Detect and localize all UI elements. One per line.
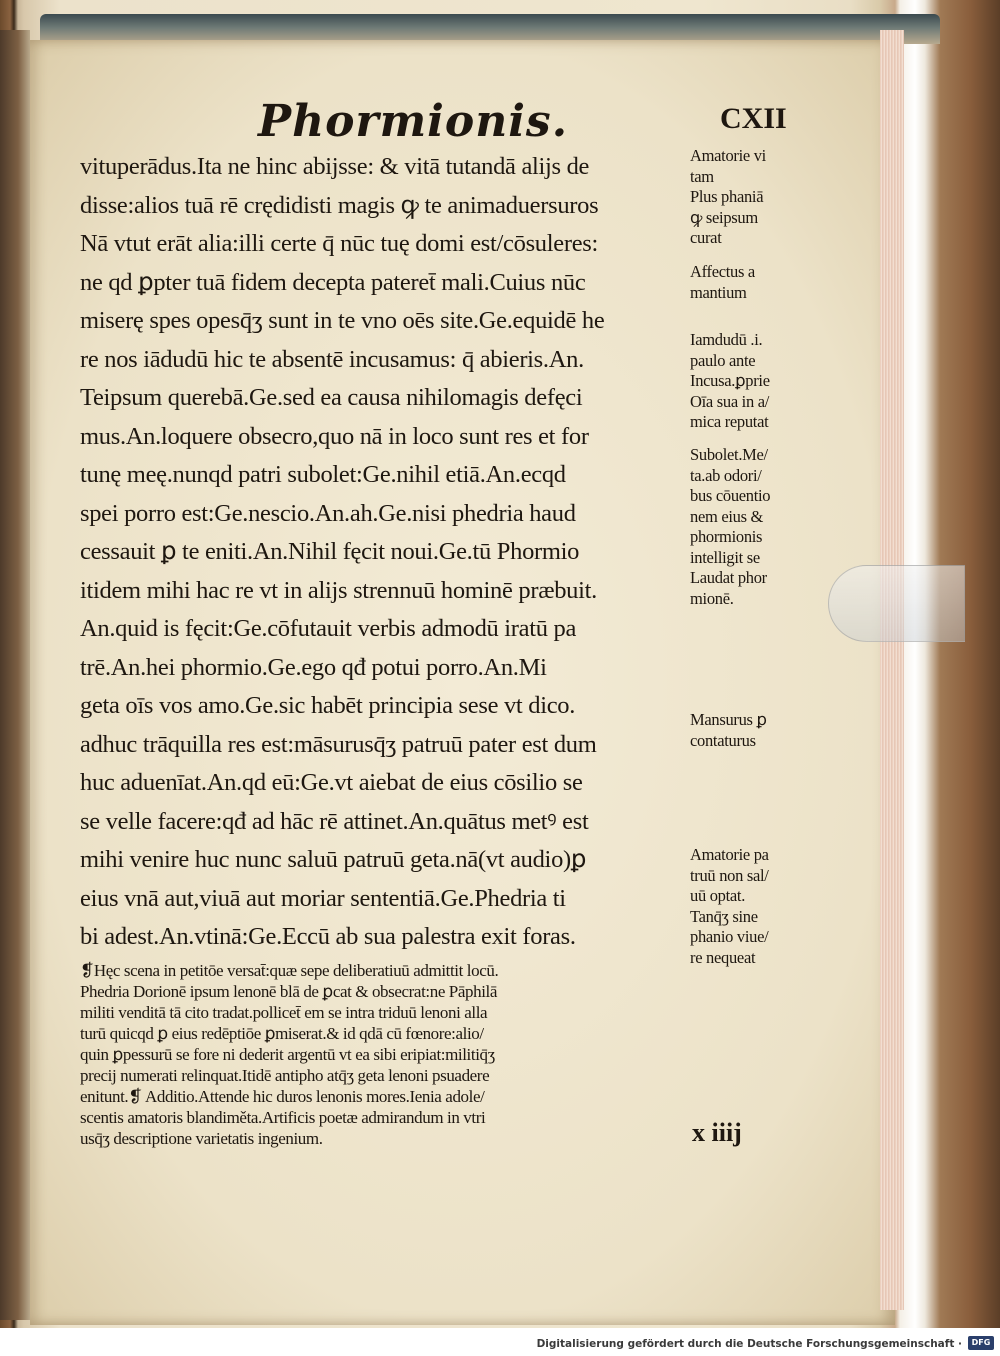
text-line: Teipsum querebā.Ge.sed ea causa nihilomagis defęci xyxy=(80,384,583,411)
gloss-line: Amatorie pa xyxy=(690,845,769,864)
text-line: vituperādus.Ita ne hinc abijsse: & vitā tutandā alijs de xyxy=(80,153,590,180)
marginal-gloss-3 xyxy=(690,330,825,433)
text-line: miserę spes opesq̄ʒ sunt in te vno oēs site.Ge.equidē he xyxy=(80,307,605,334)
running-title: Phormionis. xyxy=(258,96,569,147)
gloss-line: Laudat phor xyxy=(690,568,767,587)
dfg-logo-icon: DFG xyxy=(968,1336,994,1350)
marginal-gloss-1 xyxy=(690,146,825,249)
gloss-line: paulo ante xyxy=(690,350,756,370)
gloss-line: tam xyxy=(690,166,714,186)
gloss-line: mantium xyxy=(690,282,747,302)
text-line: tunę meę.nunqd patri subolet:Ge.nihil etiā.An.ecqd xyxy=(80,461,566,488)
gloss-line: curat xyxy=(690,228,722,247)
gloss-line: Affectus a xyxy=(690,262,755,281)
commentary-line: turū quicqd ꝑ eius redēptiōe ꝑmiserat.& id qdā cū fœnore:alio/ xyxy=(80,1024,484,1043)
page-fore-edge xyxy=(880,30,904,1310)
text-line: huc aduenīat.An.qd eū:Ge.vt aiebat de eius cōsilio se xyxy=(80,769,583,796)
text-line: adhuc trāquilla res est:māsurusq̄ʒ patruū pater est dum xyxy=(80,730,597,758)
text-line: ne qd ꝑpter tuā fidem decepta pateret̄ mali.Cuius nūc xyxy=(80,268,586,296)
text-line: itidem mihi hac re vt in alijs strennuū hominē præbuit. xyxy=(80,576,597,604)
bookmark-clip xyxy=(828,565,965,642)
text-line: bi adest.An.vtinā:Ge.Eccū ab sua palestra exit foras. xyxy=(80,923,576,950)
text-line: trē.An.hei phormio.Ge.ego qđ potui porro.An.Mi xyxy=(80,653,547,681)
signature-mark: x iiij xyxy=(692,1118,742,1147)
text-line: geta oīs vos amo.Ge.sic habēt principia sese vt dico. xyxy=(80,692,576,719)
marginal-gloss-6 xyxy=(690,845,825,968)
text-line: disse:alios tuā rē crędidisti magis ꝙ te animaduersuros xyxy=(80,191,599,219)
text-line: mihi venire huc nunc saluū patruū geta.nā(vt audio)ꝑ xyxy=(80,846,587,873)
book-spine xyxy=(0,30,30,1320)
gloss-line: Plus phaniā xyxy=(690,187,764,206)
gloss-line: nem eius & xyxy=(690,506,764,526)
commentary-line: militi venditā tā cito tradat.pollicet̄ em se intra triduū lenoni alla xyxy=(80,1003,488,1022)
gloss-line: contaturus xyxy=(690,730,756,750)
folio-number: CXII xyxy=(720,102,787,135)
text-line: Nā vtut erāt alia:illi certe q̄ nūc tuę domi est/cōsuleres: xyxy=(80,230,599,257)
marginal-gloss-5 xyxy=(690,710,825,751)
footer-credit: Digitalisierung gefördert durch die Deutsche Forschungsgemeinschaft · xyxy=(536,1338,962,1350)
text-line: eius vnā aut,viuā aut moriar sententiā.Ge.Phedria ti xyxy=(80,884,566,912)
gloss-line: Oīa sua in a/ xyxy=(690,391,770,411)
commentary-line: ❡Hęc scena in petitōe versat̄:quæ sepe deliberatiuū admittit locū. xyxy=(80,961,499,980)
gloss-line: ꝙ seipsum xyxy=(690,207,758,227)
gloss-line: Mansurus ꝑ xyxy=(690,710,767,729)
gloss-line: Iamdudū .i. xyxy=(690,330,763,349)
main-text-block xyxy=(80,148,685,957)
gloss-line: Incusa.ꝑprie xyxy=(690,371,770,390)
gloss-line: re nequeat xyxy=(690,947,756,967)
gloss-line: Amatorie vi xyxy=(690,146,766,165)
gloss-line: mica reputat xyxy=(690,412,769,431)
gloss-line: ta.ab odori/ xyxy=(690,465,762,485)
gloss-line: mionē. xyxy=(690,588,734,608)
gloss-line: intelligit se xyxy=(690,547,760,567)
text-line: se velle facere:qđ ad hāc rē attinet.An.quātus metꝰ est xyxy=(80,807,589,835)
gloss-line: phanio viue/ xyxy=(690,927,769,946)
commentary-line: usq̄ʒ descriptione varietatis ingenium. xyxy=(80,1129,323,1148)
gloss-line: bus cōuentio xyxy=(690,486,771,505)
gloss-line: uū optat. xyxy=(690,886,746,905)
text-line: mus.An.loquere obsecro,quo nā in loco sunt res et for xyxy=(80,422,589,450)
text-line: spei porro est:Ge.nescio.An.ah.Ge.nisi phedria haud xyxy=(80,499,576,527)
gloss-line: Tanq̄ʒ sine xyxy=(690,906,758,926)
text-line: re nos iādudū hic te absentē incusamus: q̄ abieris.An. xyxy=(80,345,584,373)
commentary-block xyxy=(80,960,685,1149)
gloss-line: truū non sal/ xyxy=(690,865,769,885)
marginal-gloss-4 xyxy=(690,445,825,609)
commentary-line: Phedria Dorionē ipsum lenonē blā de ꝑcat & obsecrat:ne Pāphilā xyxy=(80,982,498,1001)
text-line: cessauit ꝑ te eniti.An.Nihil fęcit noui.Ge.tū Phormio xyxy=(80,538,580,565)
commentary-line: scentis amatoris blandiměta.Artificis poetæ admirandum in vtri xyxy=(80,1108,486,1127)
commentary-line: enitunt.❡ Additio.Attende hic duros lenonis mores.Ienia adole/ xyxy=(80,1087,485,1106)
marginal-gloss-2 xyxy=(690,262,825,303)
gloss-line: Subolet.Me/ xyxy=(690,445,768,464)
commentary-line: precij numerati relinquat.Itidē antipho atq̄ʒ geta lenoni psuadere xyxy=(80,1066,490,1085)
commentary-line: quin ꝑpessurū se fore ni dederit argentū vt ea sibi eripiat:militiq̄ʒ xyxy=(80,1045,495,1064)
text-line: An.quid is fęcit:Ge.cōfutauit verbis admodū iratū pa xyxy=(80,615,577,642)
gloss-line: phormionis xyxy=(690,527,763,546)
